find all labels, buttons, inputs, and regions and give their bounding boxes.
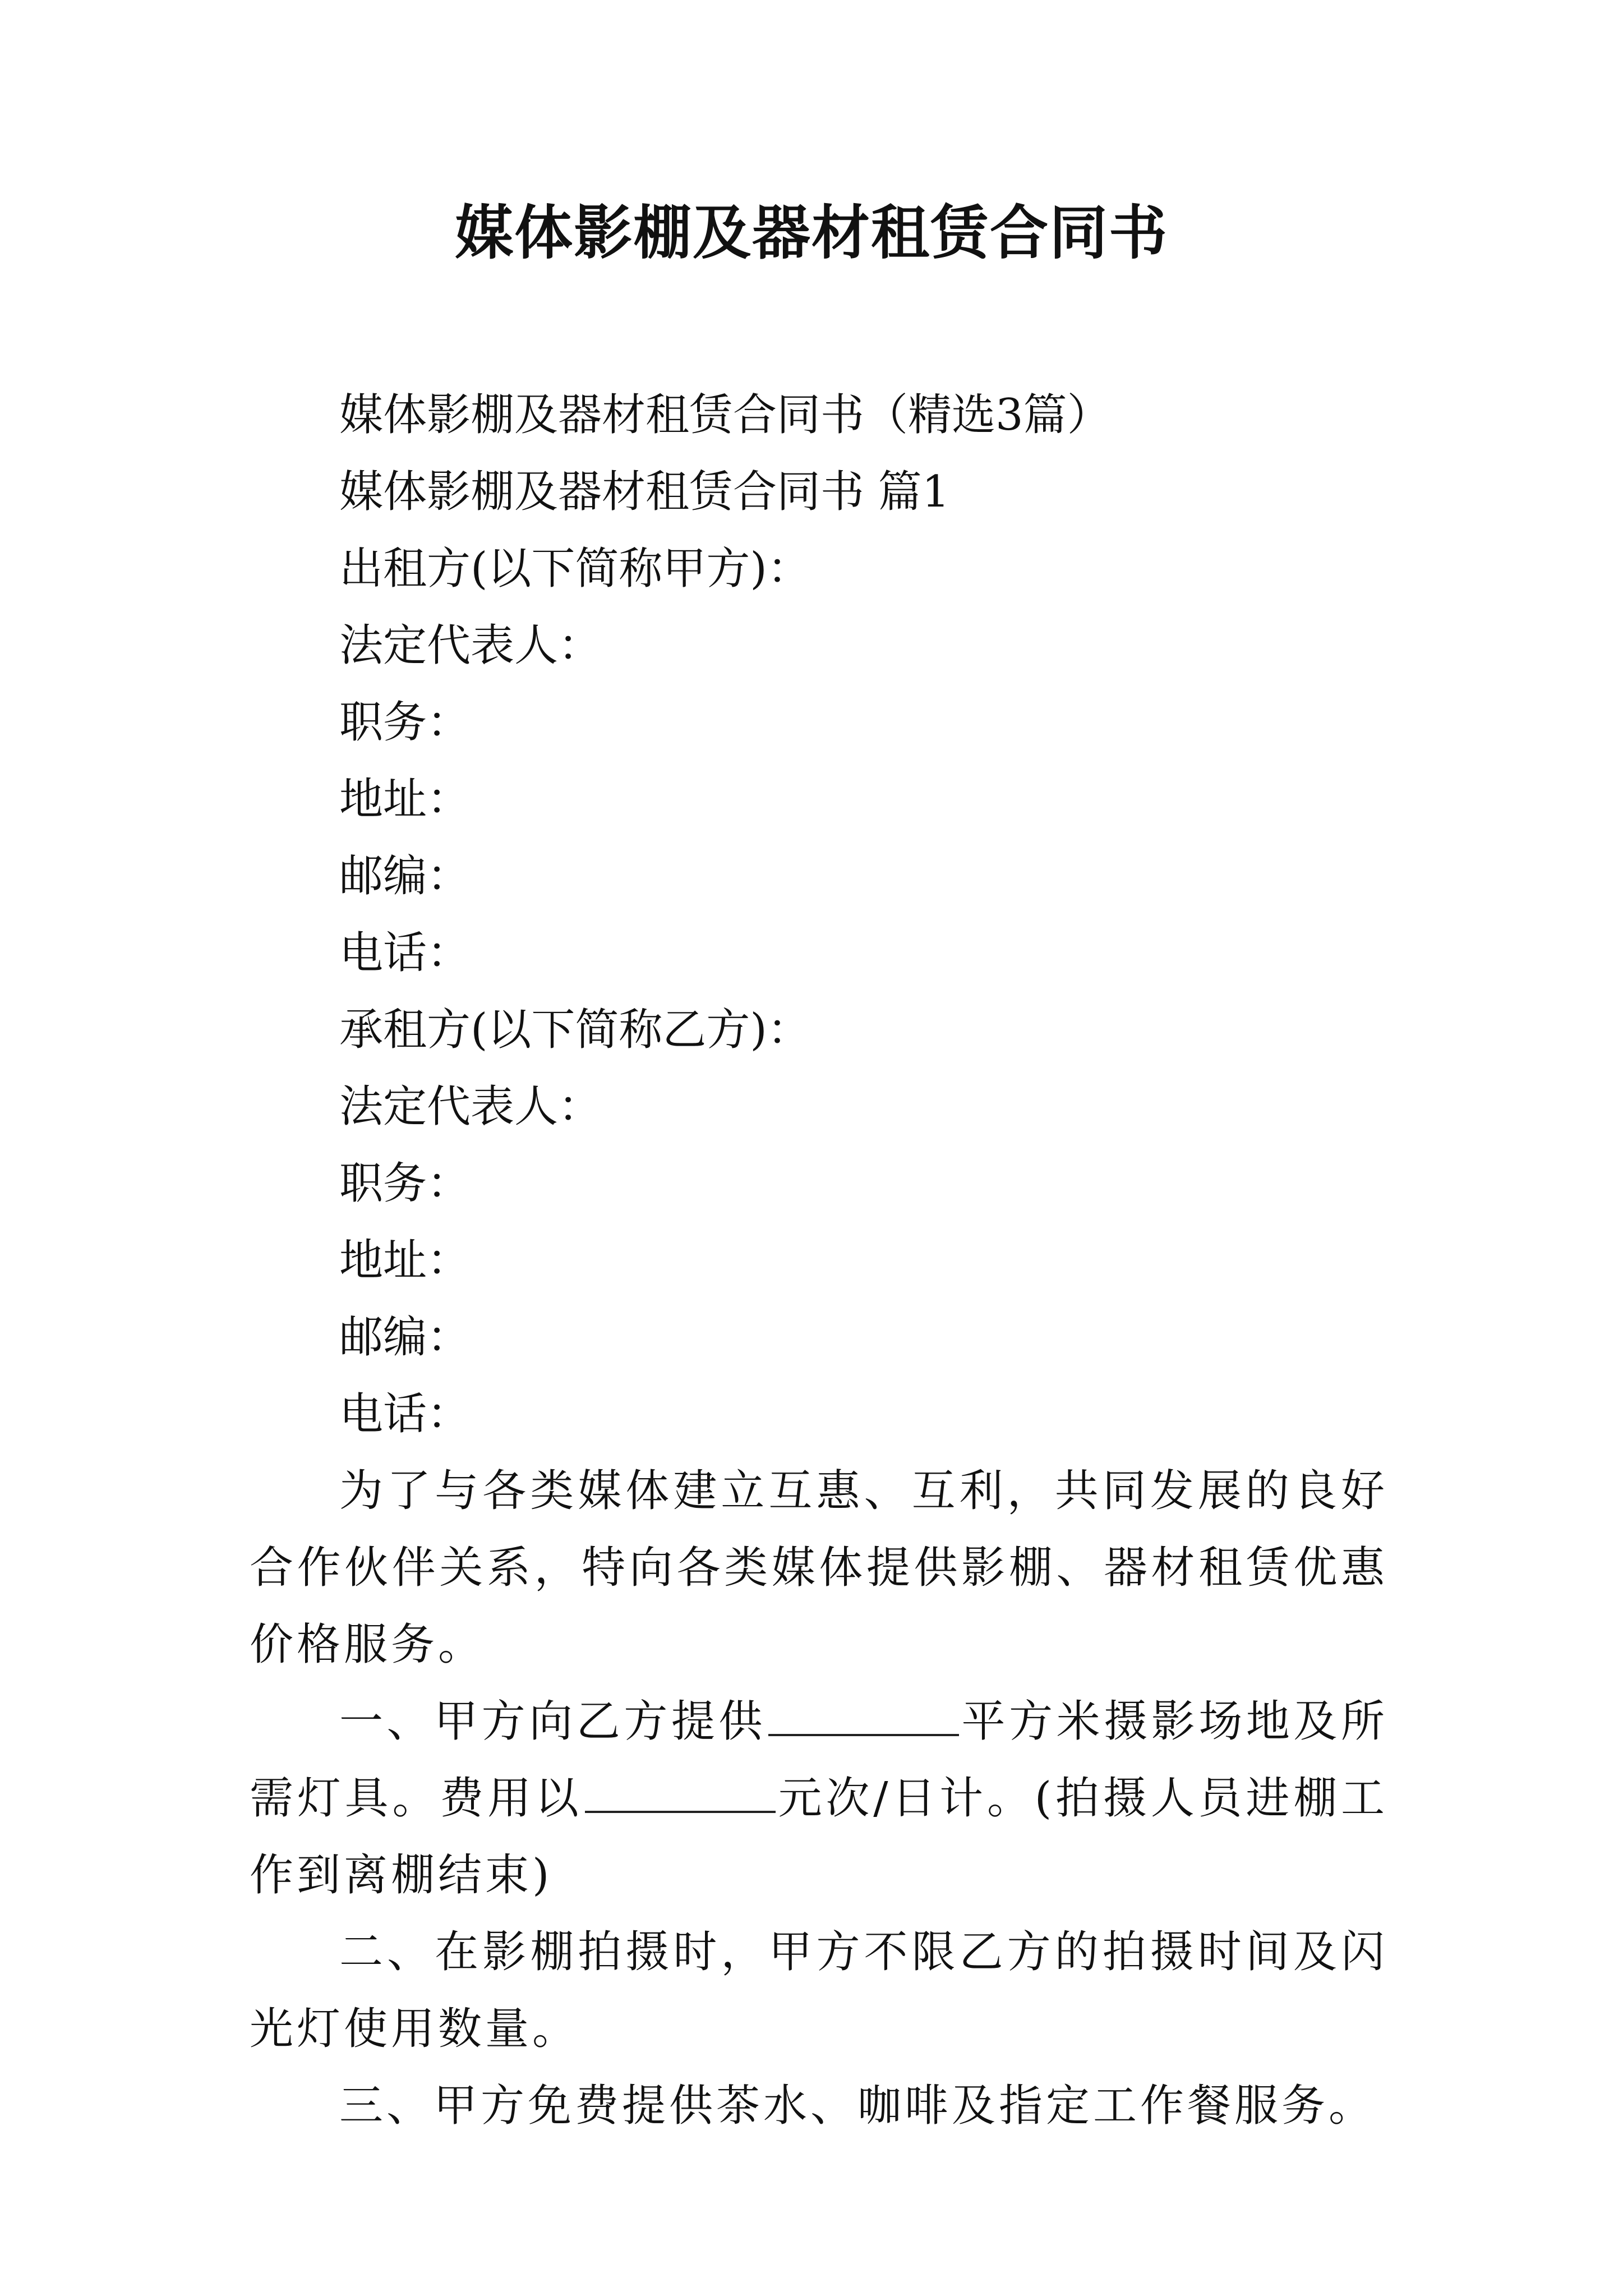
document-subtitle: 媒体影棚及器材租赁合同书（精选3篇） bbox=[339, 390, 1111, 440]
lessor-heading: 出租方(以下简称甲方)： bbox=[339, 544, 811, 594]
area-blank bbox=[768, 1699, 959, 1736]
clause-1-text-part1: 一、甲方向乙方提供 bbox=[339, 1696, 766, 1747]
clause-2: 二、在影棚拍摄时，甲方不限乙方的拍摄时间及闪光灯使用数量。 bbox=[250, 1927, 1388, 2054]
clause-3: 三、甲方免费提供茶水、咖啡及指定工作餐服务。 bbox=[339, 2081, 1376, 2131]
lessor-representative-label: 法定代表人： bbox=[339, 620, 602, 671]
section-heading: 媒体影棚及器材租赁合同书 篇1 bbox=[339, 467, 950, 517]
lessor-phone-label: 电话： bbox=[339, 928, 471, 978]
clause-1 bbox=[250, 1683, 1388, 1914]
document-body bbox=[250, 377, 1388, 2145]
lessor-address-label: 地址： bbox=[339, 774, 471, 825]
lessee-postcode-label: 邮编： bbox=[339, 1312, 471, 1363]
lessor-position-label: 职务： bbox=[339, 697, 471, 748]
lessee-heading: 承租方(以下简称乙方)： bbox=[339, 1005, 811, 1055]
document-title: 媒体影棚及器材租赁合同书 bbox=[454, 199, 1168, 267]
clause-1-text-part2: 平方米摄影场地及所需灯具。费用以 bbox=[250, 1696, 1388, 1824]
lessor-postcode-label: 邮编： bbox=[339, 851, 471, 901]
intro-paragraph: 为了与各类媒体建立互惠、互利，共同发展的良好合作伙伴关系，特向各类媒体提供影棚、器材租赁优惠价格服务。 bbox=[250, 1466, 1388, 1670]
clause-1-text-part3: 元次/日计。(拍摄人员进棚工作到离棚结束) bbox=[250, 1773, 1388, 1901]
lessee-position-label: 职务： bbox=[339, 1158, 471, 1209]
lessee-address-label: 地址： bbox=[339, 1235, 471, 1286]
lessee-representative-label: 法定代表人： bbox=[339, 1082, 602, 1132]
lessee-phone-label: 电话： bbox=[339, 1389, 471, 1439]
fee-blank bbox=[585, 1776, 776, 1813]
